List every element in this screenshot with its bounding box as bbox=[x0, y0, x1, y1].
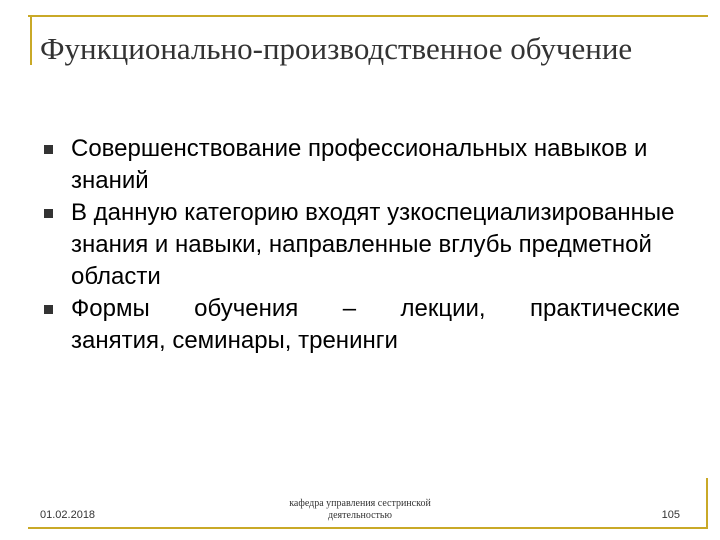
frame-top-rule bbox=[28, 15, 708, 17]
frame-left-rule bbox=[30, 15, 32, 65]
square-bullet-icon bbox=[44, 145, 53, 154]
slide-title: Функционально-производственное обучение bbox=[40, 31, 633, 66]
frame-right-rule bbox=[706, 478, 708, 528]
footer-date: 01.02.2018 bbox=[40, 509, 96, 521]
bullet-text-line2: занятия, семинары, тренинги bbox=[71, 327, 398, 354]
page-number: 105 bbox=[661, 509, 680, 521]
footer-department bbox=[260, 498, 460, 522]
bullet-text-line1: Формы обучения – лекции, практические bbox=[71, 295, 680, 322]
bullet-list bbox=[40, 133, 680, 357]
bullet-item bbox=[40, 133, 680, 197]
bullet-text: Совершенствование профессиональных навыков и знаний bbox=[71, 135, 648, 194]
bullet-item bbox=[40, 197, 680, 293]
bullet-text: В данную категорию входят узкоспециализированные знания и навыки, направленные вглубь предметной области bbox=[71, 199, 675, 290]
square-bullet-icon bbox=[44, 209, 53, 218]
bullet-item bbox=[40, 293, 680, 357]
footer-department-line1: кафедра управления сестринской bbox=[289, 498, 431, 509]
frame-bottom-rule bbox=[28, 527, 708, 529]
square-bullet-icon bbox=[44, 305, 53, 314]
footer-department-line2: деятельностью bbox=[328, 510, 392, 521]
